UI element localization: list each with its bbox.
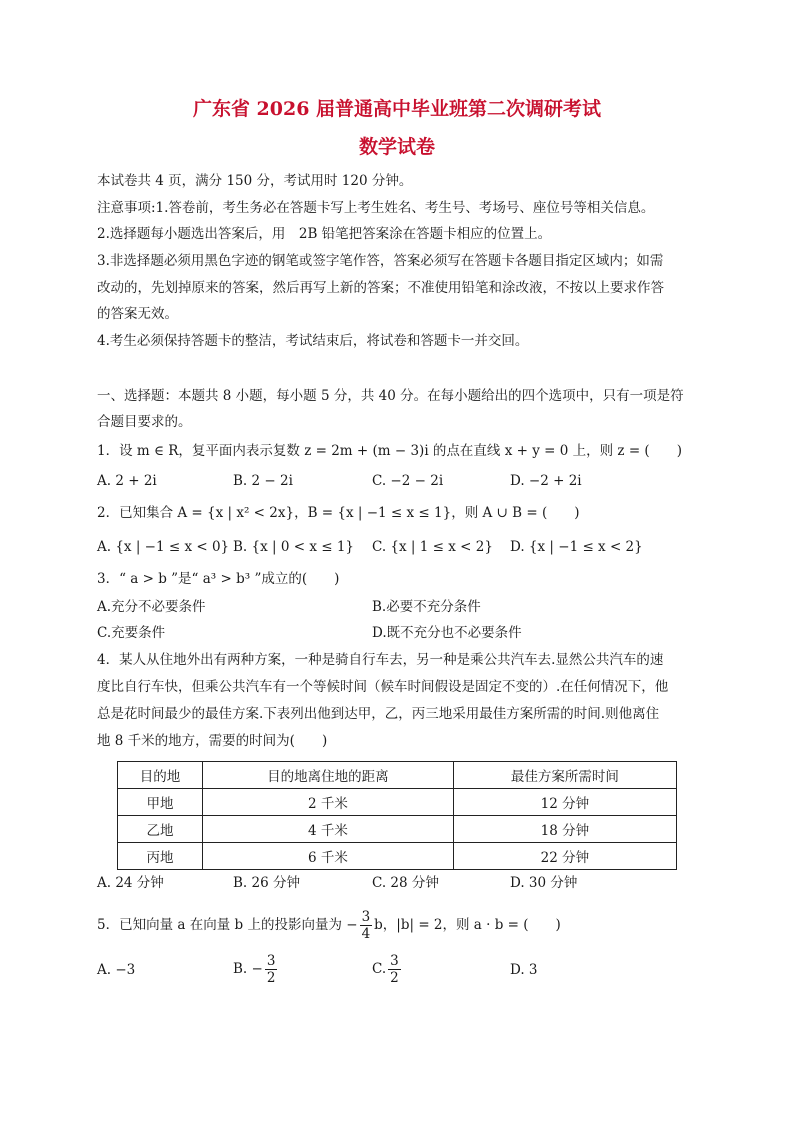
question-4-option-c: C. 28 分钟 [372,875,439,891]
table-header-row [118,762,677,789]
intro-line-3: 2.选择题每小题选出答案后，用 2B 铅笔把答案涂在答题卡相应的位置上。 [97,226,552,242]
question-3-option-d: D.既不充分也不必要条件 [372,625,522,641]
fraction-numerator: 3 [390,953,399,969]
fraction-denominator: 4 [361,926,371,942]
table-cell: 甲地 [118,789,203,816]
table-cell: 22 分钟 [453,843,676,870]
table-cell: 18 分钟 [453,816,676,843]
question-3-option-a: A.充分不必要条件 [97,599,206,615]
question-2-option-a: A. {x | −1 ≤ x < 0} [97,539,230,555]
question-4-option-d: D. 30 分钟 [510,875,578,891]
table-cell: 2 千米 [202,789,453,816]
question-5-option-d: D. 3 [510,962,538,978]
fraction [360,909,373,942]
question-1-option-d: D. −2 + 2i [510,473,582,489]
question-4-line-3: 总是花时间最少的最佳方案.下表列出他到达甲，乙，丙三地采用最佳方案所需的时间.则他离住 [97,706,660,722]
question-4-table [117,761,677,870]
intro-line-4b: 改动的，先划掉原来的答案，然后再写上新的答案；不准使用铅笔和涂改液，不按以上要求作答 [97,280,664,296]
question-5-stem-post: b，|b| = 2，则 a · b = ( ) [374,917,561,933]
fraction-numerator: 3 [361,909,371,925]
intro-line-2: 注意事项:1.答卷前，考生务必在答题卡写上考生姓名、考生号、考场号、座位号等相关信息。 [97,200,655,216]
question-5-option-a: A. −3 [97,962,136,978]
question-2-option-c: C. {x | 1 ≤ x < 2} [372,539,493,555]
fraction [265,953,278,986]
question-1-stem: 1．设 m ∈ R，复平面内表示复数 z = 2m + (m − 3)i 的点在直线 x + y = 0 上，则 z = ( ) [97,443,682,459]
question-1-option-c: C. −2 − 2i [372,473,444,489]
question-4-line-2: 度比自行车快，但乘公共汽车有一个等候时间（候车时间假设是固定不变的）.在任何情况下，他 [97,679,669,695]
question-5-option-b [233,950,279,988]
fraction-denominator: 2 [390,970,399,986]
question-2-stem: 2．已知集合 A = {x | x² < 2x}，B = {x | −1 ≤ x ≤ 1}，则 A ∪ B = ( ) [97,505,580,521]
question-5-option-c-prefix: C. [372,961,387,977]
exam-title: 广东省 2026 届普通高中毕业班第二次调研考试 [192,98,602,120]
table-cell: 乙地 [118,816,203,843]
question-4-option-a: A. 24 分钟 [97,875,164,891]
table-row [118,843,677,870]
table-cell: 12 分钟 [453,789,676,816]
table-cell: 4 千米 [202,816,453,843]
question-4-line-4: 地 8 千米的地方，需要的时间为( ) [97,733,328,749]
table-row [118,789,677,816]
table-header-cell: 目的地 [118,762,203,789]
question-4-line-1: 4．某人从住地外出有两种方案，一种是骑自行车去，另一种是乘公共汽车去.显然公共汽车的速 [97,652,664,668]
question-1-option-b: B. 2 − 2i [233,473,293,489]
question-5-stem-pre: 5．已知向量 a 在向量 b 上的投影向量为 − [97,917,358,933]
question-2-option-b: B. {x | 0 < x ≤ 1} [233,539,355,555]
exam-subtitle: 数学试卷 [358,136,435,158]
intro-line-1: 本试卷共 4 页，满分 150 分，考试用时 120 分钟。 [97,173,413,189]
fraction-numerator: 3 [266,953,276,969]
table-cell: 丙地 [118,843,203,870]
question-5-option-c [372,950,403,988]
question-4-option-b: B. 26 分钟 [233,875,300,891]
table-header-cell: 最佳方案所需时间 [453,762,676,789]
intro-line-4a: 3.非选择题必须用黑色字迹的钢笔或签字笔作答，答案必须写在答题卡各题目指定区域内；如需 [97,253,664,269]
table-cell: 6 千米 [202,843,453,870]
fraction-denominator: 2 [266,970,276,986]
fraction [388,953,401,986]
section-heading-line-2: 合题目要求的。 [97,414,192,430]
section-heading-line-1: 一、选择题：本题共 8 小题，每小题 5 分，共 40 分。在每小题给出的四个选项中，只有一项是符 [97,388,684,404]
table-header-cell: 目的地离住地的距离 [202,762,453,789]
question-5-stem [97,906,561,944]
question-5-option-b-prefix: B. − [233,961,263,977]
question-2-option-d: D. {x | −1 ≤ x < 2} [510,539,643,555]
question-3-stem: 3．“ a > b ”是“ a³ > b³ ”成立的( ) [97,571,340,587]
intro-line-5: 4.考生必须保持答题卡的整洁，考试结束后，将试卷和答题卡一并交回。 [97,333,529,349]
question-1-option-a: A. 2 + 2i [97,473,157,489]
table-row [118,816,677,843]
question-3-option-b: B.必要不充分条件 [372,599,481,615]
intro-line-4c: 的答案无效。 [97,306,178,322]
question-3-option-c: C.充要条件 [97,625,166,641]
